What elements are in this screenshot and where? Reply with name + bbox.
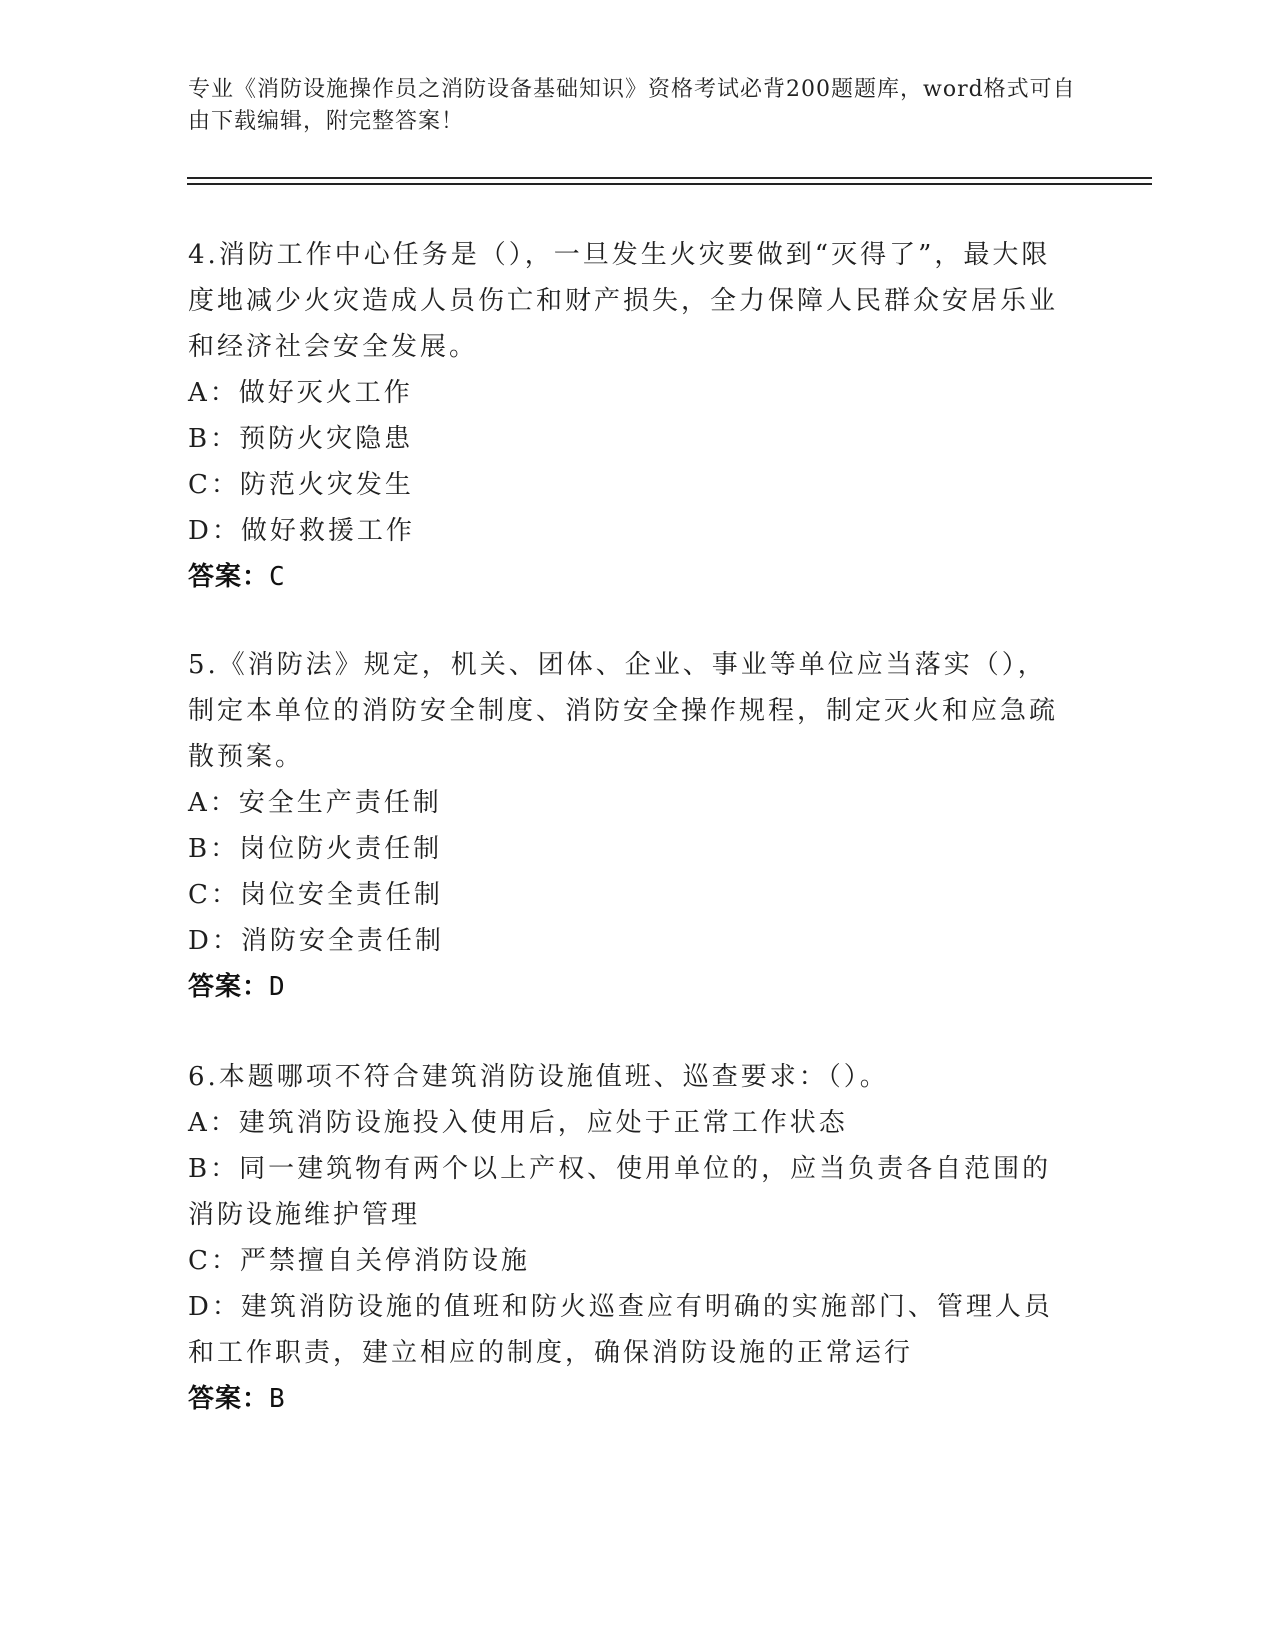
option-a: A：安全生产责任制: [188, 788, 442, 818]
question-block: [188, 642, 1068, 1010]
option-b: B：预防火灾隐患: [188, 424, 414, 454]
answer-line: [188, 554, 1068, 600]
answer-value: C: [269, 562, 286, 592]
answer-line: [188, 964, 1068, 1010]
option-a: A：做好灭火工作: [188, 378, 413, 408]
answer-label: 答案：: [188, 562, 270, 592]
answer-value: D: [269, 972, 286, 1002]
question-stem: 5.《消防法》规定，机关、团体、企业、事业等单位应当落实（），制定本单位的消防安全制度、消防安全操作规程，制定灭火和应急疏散预案。: [188, 650, 1059, 772]
option-b: B：岗位防火责任制: [188, 834, 443, 864]
header-divider-top: [187, 177, 1152, 179]
header-divider-bottom: [187, 183, 1152, 185]
question-block: [188, 1054, 1068, 1422]
option-d: D：建筑消防设施的值班和防火巡查应有明确的实施部门、管理人员和工作职责，建立相应的制度，确保消防设施的正常运行: [188, 1292, 1053, 1368]
document-header: 专业《消防设施操作员之消防设备基础知识》资格考试必背200题题库，word格式可自由下载编辑，附完整答案！: [188, 77, 1076, 134]
option-a: A：建筑消防设施投入使用后，应处于正常工作状态: [188, 1108, 848, 1138]
option-d: D：做好救援工作: [188, 516, 415, 546]
question-block: [188, 232, 1068, 600]
option-c: C：防范火灾发生: [188, 470, 414, 500]
answer-label: 答案：: [188, 1384, 270, 1414]
option-b: B：同一建筑物有两个以上产权、使用单位的，应当负责各自范围的消防设施维护管理: [188, 1154, 1052, 1230]
answer-line: [188, 1376, 1068, 1422]
answer-value: B: [269, 1384, 286, 1414]
answer-label: 答案：: [188, 972, 270, 1002]
option-d: D：消防安全责任制: [188, 926, 444, 956]
question-stem: 6.本题哪项不符合建筑消防设施值班、巡查要求：（）。: [188, 1062, 889, 1092]
question-stem: 4.消防工作中心任务是（），一旦发生火灾要做到“灭得了”，最大限度地减少火灾造成人员伤亡和财产损失，全力保障人民群众安居乐业和经济社会安全发展。: [188, 240, 1059, 362]
option-c: C：岗位安全责任制: [188, 880, 443, 910]
option-c: C：严禁擅自关停消防设施: [188, 1246, 530, 1276]
